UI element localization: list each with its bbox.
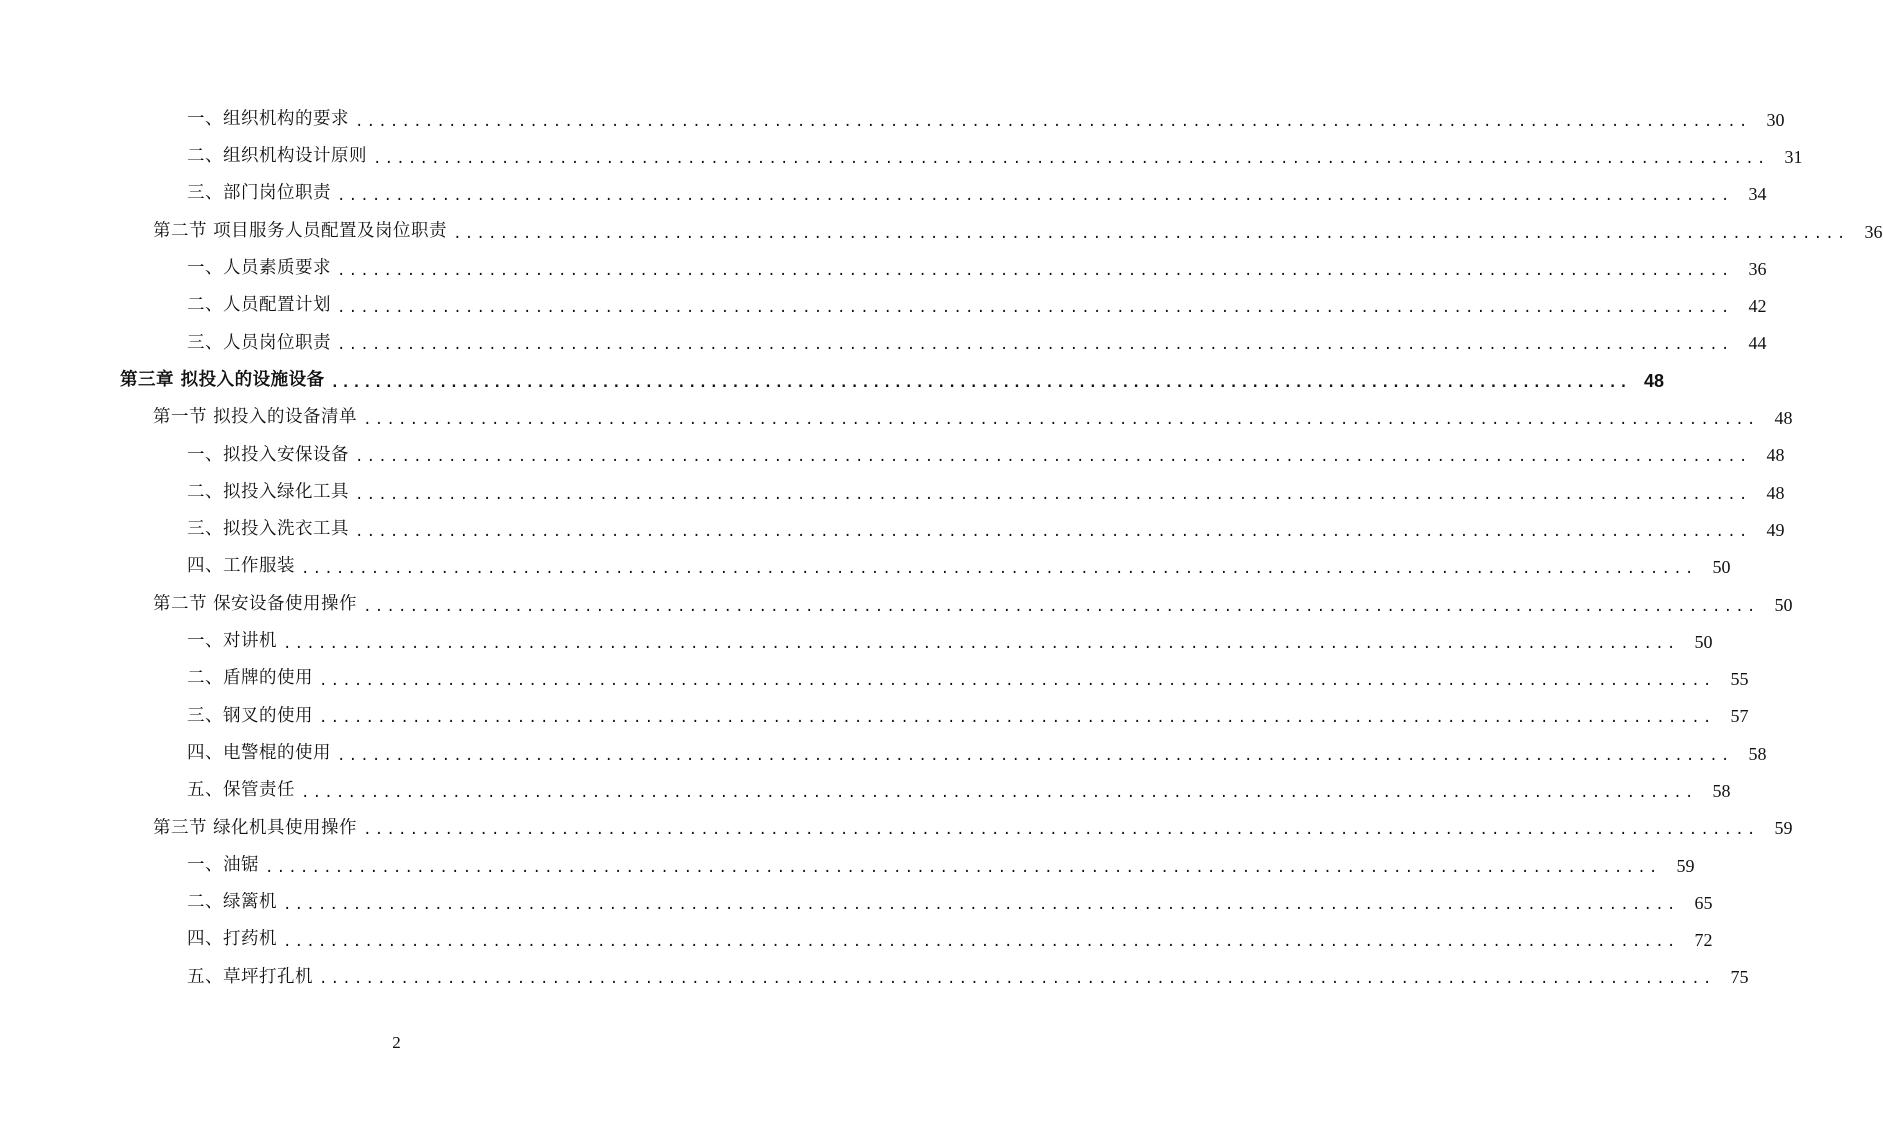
toc-entry-title: 二、组织机构设计原则	[187, 146, 367, 167]
toc-entry-item[interactable]	[0, 884, 1713, 921]
toc-entry-page: 48	[1644, 370, 1665, 391]
toc-entry-title: 三、人员岗位职责	[187, 332, 331, 353]
toc-entry-item[interactable]	[0, 735, 1767, 772]
toc-entry-title: 第二节 项目服务人员配置及岗位职责	[153, 220, 448, 241]
toc-entry-item[interactable]	[0, 623, 1713, 660]
toc-leader-dots: ........................................................................................................................	[337, 188, 1733, 205]
toc-leader-dots: ........................................................................................................................	[337, 337, 1733, 354]
toc-leader-dots: ........................................................................................................................	[337, 300, 1733, 317]
toc-leader-dots: ........................................................................................................................	[283, 635, 1679, 652]
toc-entry-page: 72	[1694, 930, 1713, 951]
toc-entry-title: 一、对讲机	[187, 631, 277, 652]
toc-leader-dots: ........................................................................................................................	[363, 598, 1759, 615]
toc-entry-page: 44	[1748, 333, 1767, 354]
toc-entry-page: 48	[1766, 482, 1785, 503]
toc-leader-dots: ........................................................................................................................	[319, 971, 1715, 988]
toc-entry-title: 三、钢叉的使用	[187, 705, 313, 726]
toc-entry-section[interactable]	[0, 586, 1793, 623]
toc-entry-title: 一、组织机构的要求	[187, 108, 349, 129]
toc-entry-item[interactable]	[0, 250, 1767, 287]
table-of-contents	[0, 101, 1883, 996]
toc-entry-section[interactable]	[0, 213, 1883, 250]
toc-leader-dots: ........................................................................................................................	[373, 150, 1769, 167]
toc-entry-title: 三、拟投入洗衣工具	[187, 519, 349, 540]
toc-entry-page: 31	[1784, 146, 1803, 167]
toc-leader-dots: ........................................................................................................................	[319, 710, 1715, 727]
toc-leader-dots: ........................................................................................................................	[355, 523, 1751, 540]
toc-entry-page: 36	[1748, 258, 1767, 279]
toc-entry-title: 第三节 绿化机具使用操作	[153, 817, 358, 838]
toc-entry-item[interactable]	[0, 959, 1749, 996]
toc-entry-item[interactable]	[0, 138, 1803, 175]
toc-entry-item[interactable]	[0, 176, 1767, 213]
toc-entry-item[interactable]	[0, 474, 1785, 511]
toc-entry-page: 50	[1774, 594, 1793, 615]
toc-entry-title: 四、工作服装	[187, 556, 295, 577]
toc-entry-title: 一、油锯	[187, 854, 259, 875]
toc-entry-title: 五、保管责任	[187, 780, 295, 801]
toc-leader-dots: ........................................................................................................................	[283, 934, 1679, 951]
toc-entry-title: 二、人员配置计划	[187, 295, 331, 316]
toc-entry-title: 二、拟投入绿化工具	[187, 481, 349, 502]
toc-entry-title: 五、草坪打孔机	[187, 966, 313, 987]
toc-entry-page: 36	[1864, 221, 1883, 242]
toc-entry-title: 四、打药机	[187, 929, 277, 950]
toc-entry-page: 58	[1748, 743, 1767, 764]
toc-entry-title: 第三章 拟投入的设施设备	[120, 369, 325, 390]
toc-entry-page: 34	[1748, 184, 1767, 205]
toc-entry-title: 三、部门岗位职责	[187, 183, 331, 204]
toc-entry-page: 48	[1774, 408, 1793, 429]
toc-entry-item[interactable]	[0, 772, 1731, 809]
toc-entry-page: 75	[1730, 967, 1749, 988]
toc-leader-dots: ........................................................................................................................	[265, 859, 1661, 876]
toc-leader-dots: ........................................................................................................................	[301, 561, 1697, 578]
toc-entry-item[interactable]	[0, 287, 1767, 324]
toc-entry-item[interactable]	[0, 660, 1749, 697]
toc-entry-title: 四、电警棍的使用	[187, 742, 331, 763]
toc-leader-dots: ........................................................................................................................	[355, 449, 1751, 466]
toc-entry-section[interactable]	[0, 399, 1793, 436]
toc-leader-dots: ........................................................................................................................	[363, 822, 1759, 839]
toc-entry-item[interactable]	[0, 549, 1731, 586]
toc-entry-item[interactable]	[0, 922, 1713, 959]
toc-leader-dots: ........................................................................................................................	[337, 262, 1733, 279]
toc-leader-dots: ........................................................................................................................	[283, 896, 1679, 913]
toc-entry-page: 48	[1766, 445, 1785, 466]
toc-entry-page: 58	[1712, 780, 1731, 801]
toc-entry-page: 55	[1730, 669, 1749, 690]
toc-entry-page: 57	[1730, 706, 1749, 727]
toc-entry-page: 50	[1712, 557, 1731, 578]
toc-entry-page: 30	[1766, 109, 1785, 130]
toc-leader-dots: ........................................................................................................................	[363, 412, 1759, 429]
toc-entry-item[interactable]	[0, 698, 1749, 735]
toc-leader-dots: ........................................................................................................................	[301, 784, 1697, 801]
toc-entry-chapter[interactable]	[0, 362, 1665, 399]
toc-entry-page: 59	[1676, 855, 1695, 876]
toc-entry-title: 一、拟投入安保设备	[187, 444, 349, 465]
toc-entry-page: 50	[1694, 631, 1713, 652]
page-number: 2	[392, 1033, 401, 1052]
toc-entry-title: 第一节 拟投入的设备清单	[153, 407, 358, 428]
toc-entry-item[interactable]	[0, 325, 1767, 362]
toc-leader-dots: ........................................................................................................................	[330, 374, 1631, 391]
toc-entry-section[interactable]	[0, 810, 1793, 847]
toc-entry-title: 二、绿篱机	[187, 892, 277, 913]
toc-entry-page: 42	[1748, 296, 1767, 317]
toc-leader-dots: ........................................................................................................................	[337, 747, 1733, 764]
toc-entry-title: 一、人员素质要求	[187, 258, 331, 279]
toc-entry-item[interactable]	[0, 847, 1695, 884]
toc-entry-page: 49	[1766, 519, 1785, 540]
toc-leader-dots: ........................................................................................................................	[355, 113, 1751, 130]
toc-entry-title: 二、盾牌的使用	[187, 668, 313, 689]
toc-entry-page: 59	[1774, 818, 1793, 839]
toc-entry-title: 第二节 保安设备使用操作	[153, 593, 358, 614]
toc-leader-dots: ........................................................................................................................	[319, 673, 1715, 690]
toc-leader-dots: ........................................................................................................................	[355, 486, 1751, 503]
toc-entry-page: 65	[1694, 892, 1713, 913]
toc-entry-item[interactable]	[0, 511, 1785, 548]
toc-entry-item[interactable]	[0, 437, 1785, 474]
toc-entry-item[interactable]	[0, 101, 1785, 138]
toc-leader-dots: ........................................................................................................................	[453, 225, 1849, 242]
